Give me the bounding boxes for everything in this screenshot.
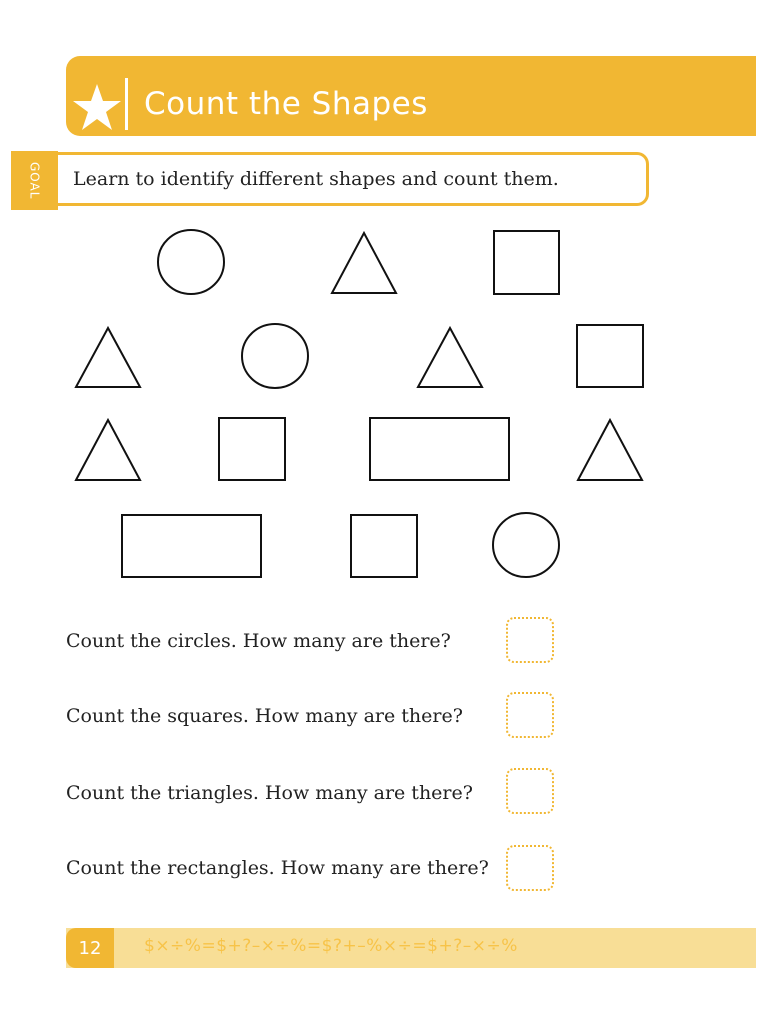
answer-box-rectangles[interactable] <box>506 845 554 891</box>
page-number-box <box>66 928 114 968</box>
shape-triangle <box>76 328 140 387</box>
question-circles: Count the circles. How many are there? <box>66 630 451 652</box>
shape-triangle <box>578 420 642 480</box>
question-squares: Count the squares. How many are there? <box>66 705 463 727</box>
shape-square <box>219 418 285 480</box>
shape-square <box>494 231 559 294</box>
page-title: Count the Shapes <box>144 86 428 122</box>
footer-symbols: $×÷%=$+?–×÷%=$?+–%×÷=$+?–×÷% <box>144 936 518 956</box>
shape-triangle <box>76 420 140 480</box>
question-rectangles: Count the rectangles. How many are there? <box>66 857 489 879</box>
shape-triangle <box>418 328 482 387</box>
shape-square <box>577 325 643 387</box>
goal-label: GOAL <box>27 161 42 200</box>
answer-box-circles[interactable] <box>506 617 554 663</box>
goal-text: Learn to identify different shapes and count them. <box>73 168 559 190</box>
shape-rectangle <box>122 515 261 577</box>
shape-rectangle <box>370 418 509 480</box>
answer-box-squares[interactable] <box>506 692 554 738</box>
page-number: 12 <box>78 937 102 959</box>
answer-box-triangles[interactable] <box>506 768 554 814</box>
shape-square <box>351 515 417 577</box>
shape-circle <box>493 513 559 577</box>
question-triangles: Count the triangles. How many are there? <box>66 782 473 804</box>
shape-triangle <box>332 233 396 293</box>
shape-circle <box>242 324 308 388</box>
shape-circle <box>158 230 224 294</box>
